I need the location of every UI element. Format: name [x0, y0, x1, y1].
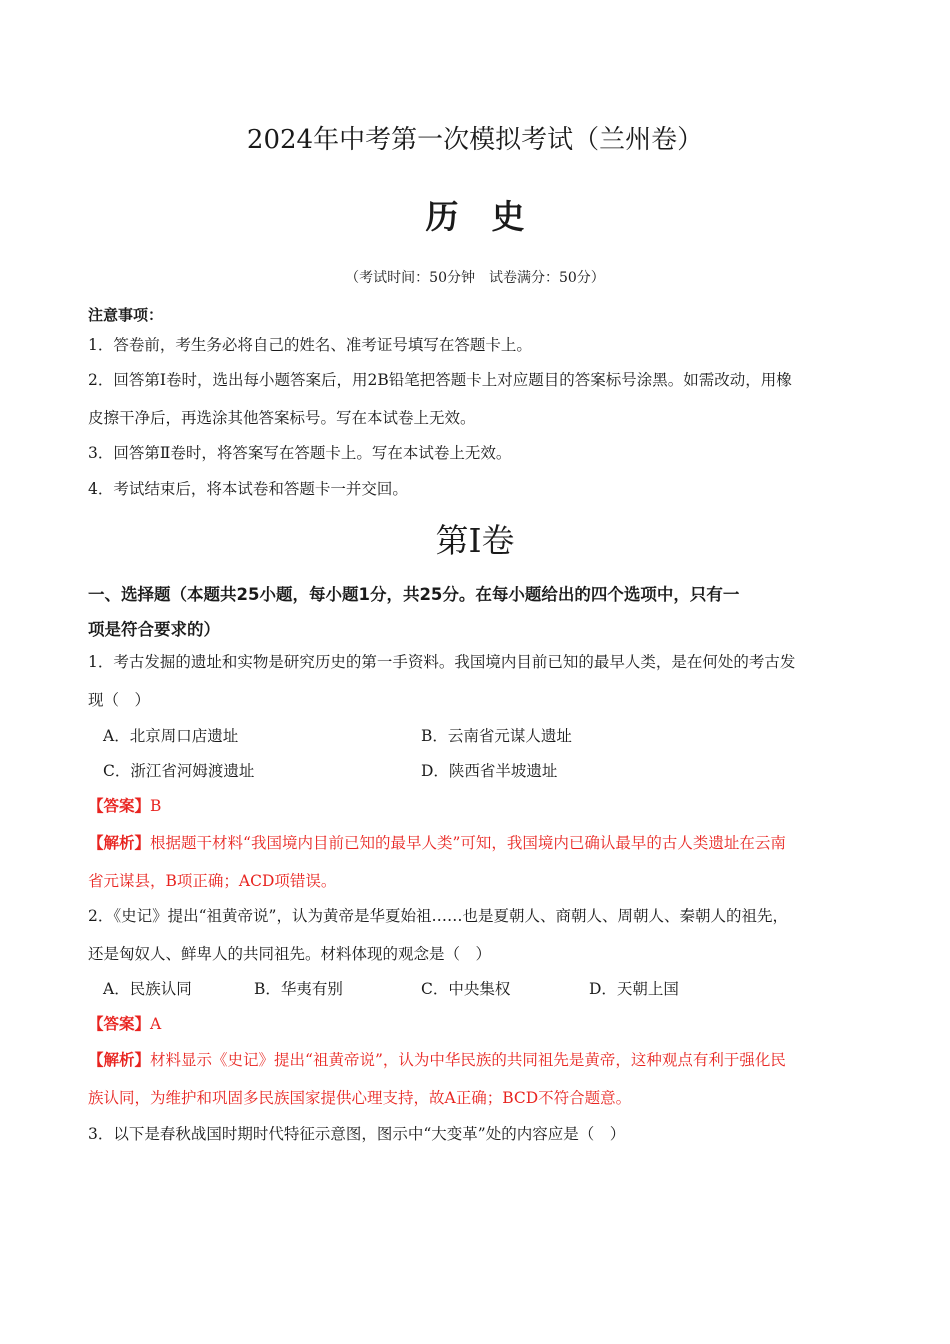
answer-tag: 【答案】: [88, 796, 151, 815]
answer-value: A: [150, 1015, 162, 1033]
question-stem: 还是匈奴人、鲜卑人的共同祖先。材料体现的观念是（ ）: [88, 945, 492, 963]
option-c: C．浙江省河姆渡遗址: [103, 762, 255, 780]
note-item: 2．回答第Ⅰ卷时，选出每小题答案后，用2B铅笔把答题卡上对应题目的答案标号涂黑。如需改动，用橡: [88, 371, 792, 389]
option-b: B．华夷有别: [254, 980, 343, 998]
section-heading: 一、选择题（本题共25小题，每小题1分，共25分。在每小题给出的四个选项中，只有一: [88, 585, 740, 604]
analysis-tag: 【解析】: [88, 833, 151, 852]
question-stem: 1．考古发掘的遗址和实物是研究历史的第一手资料。我国境内目前已知的最早人类，是在何处的考古发: [88, 653, 796, 671]
analysis-line: [88, 1048, 786, 1072]
answer-value: B: [150, 797, 162, 815]
analysis-text: 根据题干材料“我国境内目前已知的最早人类”可知，我国境内已确认最早的古人类遗址在云南: [150, 834, 786, 852]
question-stem: 现（ ）: [88, 691, 151, 709]
section-heading: 项是符合要求的）: [88, 620, 220, 639]
note-item: 4．考试结束后，将本试卷和答题卡一并交回。: [88, 480, 408, 498]
note-item: 3．回答第Ⅱ卷时，将答案写在答题卡上。写在本试卷上无效。: [88, 444, 512, 462]
question-stem: 2．《史记》提出“祖黄帝说”，认为黄帝是华夏始祖……也是夏朝人、商朝人、周朝人、秦朝人的祖先，: [88, 907, 788, 925]
notes-heading: 注意事项：: [88, 306, 164, 324]
analysis-text: 省元谋县，B项正确；ACD项错误。: [88, 872, 337, 890]
option-a: A．北京周口店遗址: [103, 727, 239, 745]
subject-title: 历 史: [425, 197, 525, 236]
question-stem: 3．以下是春秋战国时期时代特征示意图，图示中“大变革”处的内容应是（ ）: [88, 1125, 626, 1143]
analysis-text: 材料显示《史记》提出“祖黄帝说”，认为中华民族的共同祖先是黄帝，这种观点有利于强化民: [150, 1051, 786, 1069]
exam-info: （考试时间：50分钟 试卷满分：50分）: [345, 270, 605, 286]
option-d: D．陕西省半坡遗址: [421, 762, 558, 780]
note-item: 1．答卷前，考生务必将自己的姓名、准考证号填写在答题卡上。: [88, 336, 532, 354]
exam-title: 2024年中考第一次模拟考试（兰州卷）: [246, 125, 704, 155]
option-a: A．民族认同: [103, 980, 192, 998]
answer-line: [88, 794, 161, 818]
option-b: B．云南省元谋人遗址: [421, 727, 572, 745]
answer-tag: 【答案】: [88, 1014, 151, 1033]
volume-title: 第Ⅰ卷: [435, 521, 515, 560]
option-c: C．中央集权: [421, 980, 511, 998]
note-item: 皮擦干净后，再选涂其他答案标号。写在本试卷上无效。: [88, 409, 476, 427]
answer-line: [88, 1012, 161, 1036]
analysis-line: [88, 831, 786, 855]
option-d: D．天朝上国: [589, 980, 679, 998]
analysis-tag: 【解析】: [88, 1050, 151, 1069]
analysis-text: 族认同，为维护和巩固多民族国家提供心理支持，故A正确；BCD不符合题意。: [88, 1089, 632, 1107]
